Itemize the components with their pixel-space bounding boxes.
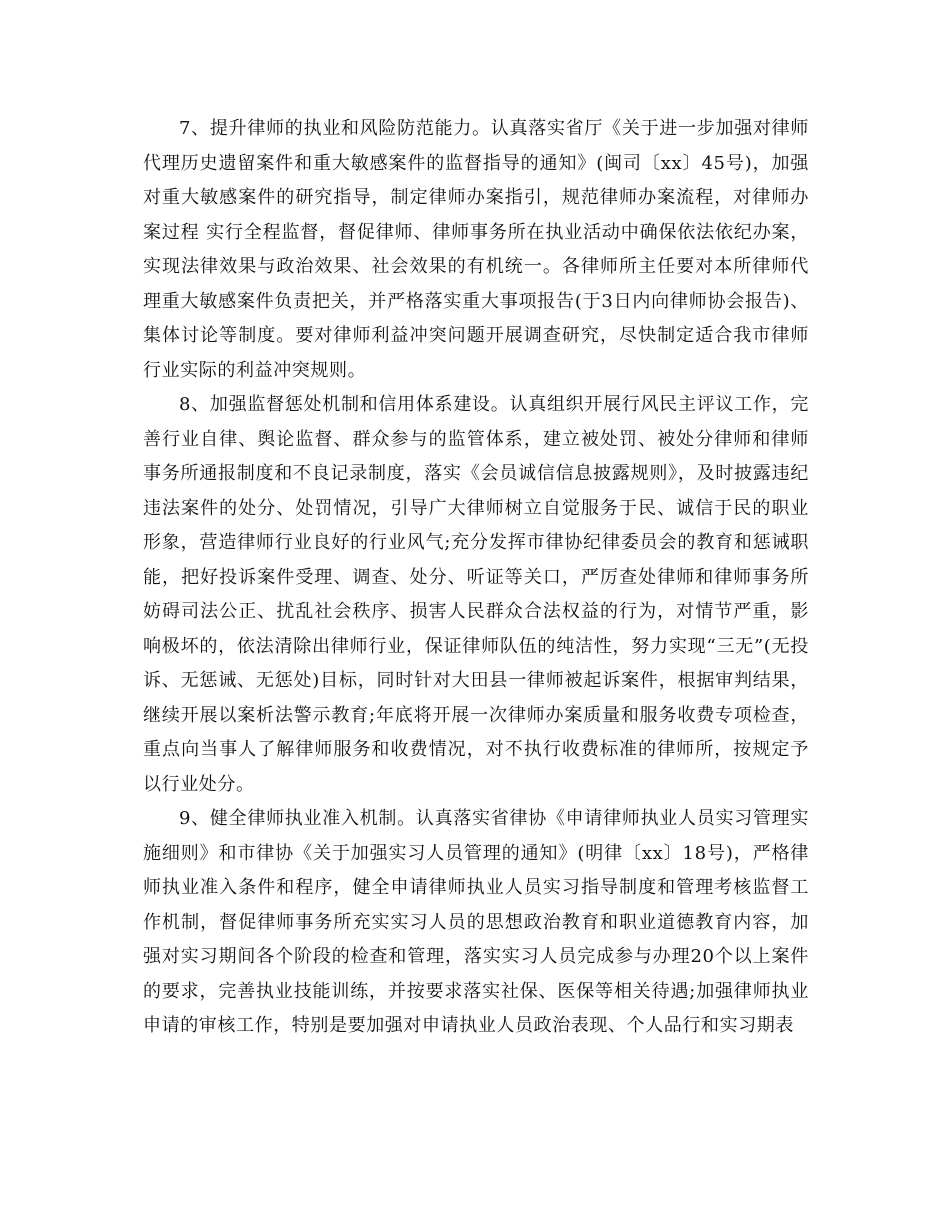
document-body [143, 112, 809, 1044]
paragraph-8: 8、加强监督惩处机制和信用体系建设。认真组织开展行风民主评议工作，完善行业自律、舆论监督、群众参与的监管体系，建立被处罚、被处分律师和律师事务所通报制度和不良记录制度，落实《会员诚信信息披露规则》，及时披露违纪违法案件的处分、处罚情况，引导广大律师树立自觉服务于民、诚信于民的职业形象，营造律师行业良好的行业风气;充分发挥市律协纪律委员会的教育和惩诫职能，把好投诉案件受理、调查、处分、听证等关口，严厉查处律师和律师事务所妨碍司法公正、扰乱社会秩序、损害人民群众合法权益的行为，对情节严重，影响极坏的，依法清除出律师行业，保证律师队伍的纯洁性，努力实现“三无”(无投诉、无惩诫、无惩处)目标，同时针对大田县一律师被起诉案件，根据审判结果，继续开展以案析法警示教育;年底将开展一次律师办案质量和服务收费专项检查，重点向当事人了解律师服务和收费情况，对不执行收费标准的律师所，按规定予以行业处分。 [143, 394, 809, 795]
paragraph-9: 9、健全律师执业准入机制。认真落实省律协《申请律师执业人员实习管理实施细则》和市律协《关于加强实习人员管理的通知》(明律〔xx〕18号)，严格律师执业准入条件和程序，健全申请律师执业人员实习指导制度和管理考核监督工作机制，督促律师事务所充实实习人员的思想政治教育和职业道德教育内容，加强对实习期间各个阶段的检查和管理，落实实习人员完成参与办理20个以上案件的要求，完善执业技能训练，并按要求落实社保、医保等相关待遇;加强律师执业申请的审核工作，特别是要加强对申请执业人员政治表现、个人品行和实习期表 [143, 808, 809, 1036]
paragraph-7: 7、提升律师的执业和风险防范能力。认真落实省厅《关于进一步加强对律师代理历史遗留案件和重大敏感案件的监督指导的通知》(闽司〔xx〕45号)，加强对重大敏感案件的研究指导，制定律师办案指引，规范律师办案流程，对律师办案过程 实行全程监督，督促律师、律师事务所在执业活动中确保依法依纪办案，实现法律效果与政治效果、社会效果的有机统一。各律师所主任要对本所律师代理重大敏感案件负责把关，并严格落实重大事项报告(于3日内向律师协会报告)、集体讨论等制度。要对律师利益冲突问题开展调查研究，尽快制定适合我市律师行业实际的利益冲突规则。 [143, 118, 809, 381]
